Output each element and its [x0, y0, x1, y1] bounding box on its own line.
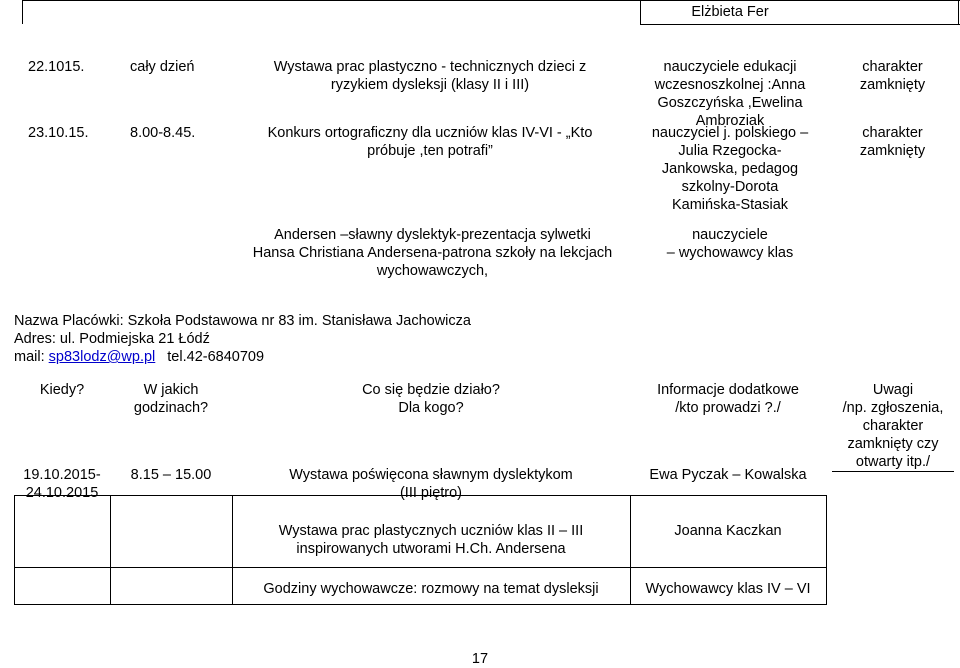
email-link[interactable]: sp83lodz@wp.pl: [48, 349, 156, 365]
school-address: Adres: ul. Podmiejska 21 Łódź: [14, 331, 210, 347]
header-when: Kiedy?: [39, 382, 85, 398]
teacher-name: Elżbieta Fer: [691, 4, 769, 20]
school-name: Nazwa Placówki: Szkoła Podstawowa nr 83 im. Stanisława Jachowicza: [14, 313, 471, 329]
top-table-vline-left: [22, 0, 23, 24]
header-notes: Uwagi /np. zgłoszenia, charakter zamknięty czy otwarty itp./: [842, 382, 944, 470]
top-table-border-under-name: [640, 24, 960, 25]
notes-header-underline: [832, 471, 954, 472]
row3-who: nauczyciele – wychowawcy klas: [666, 227, 794, 261]
row2-who: nauczyciel j. polskiego – Julia Rzegocka- Jankowska, pedagog szkolny-Dorota Kamińska-Stasiak: [651, 125, 809, 213]
school-contact: mail: sp83lodz@wp.pl tel.42-6840709: [14, 349, 265, 365]
bottom-table-vline-d: [826, 495, 827, 605]
brow3-event: Godziny wychowawcze: rozmowy na temat dysleksji: [263, 581, 599, 597]
row1-time: cały dzień: [130, 59, 195, 75]
row1-date: 22.1015.: [28, 59, 85, 75]
bottom-table-hline-3: [14, 604, 827, 605]
brow2-event: Wystawa prac plastycznych uczniów klas II – III inspirowanych utworami H.Ch. Andersena: [278, 523, 584, 557]
bottom-table-vline-a: [110, 495, 111, 605]
brow1-time: 8.15 – 15.00: [130, 467, 212, 483]
brow2-who: Joanna Kaczkan: [674, 523, 782, 539]
row3-event: Andersen –sławny dyslektyk-prezentacja sylwetki Hansa Christiana Andersena-patrona szkoły na lekcjach wychowawczych,: [252, 227, 613, 279]
header-what: Co się będzie działo? Dla kogo?: [362, 382, 500, 416]
top-table-vline-right: [958, 0, 959, 24]
row2-event: Konkurs ortograficzny dla uczniów klas IV-VI - „Kto próbuje ,ten potrafi”: [267, 125, 593, 159]
bottom-table-vline-left: [14, 495, 15, 605]
brow3-who: Wychowawcy klas IV – VI: [645, 581, 811, 597]
header-info: Informacje dodatkowe /kto prowadzi ?./: [657, 382, 799, 416]
bottom-table-hline-2: [14, 567, 827, 568]
row1-who: nauczyciele edukacji wczesnoszkolnej :Anna Goszczyńska ,Ewelina Ambroziak: [654, 59, 806, 129]
school-info: [14, 312, 471, 366]
brow1-date: 19.10.2015- 24.10.2015: [23, 467, 101, 501]
brow1-event: Wystawa poświęcona sławnym dyslektykom (III piętro): [289, 467, 573, 501]
row2-date: 23.10.15.: [28, 125, 89, 141]
row1-event: Wystawa prac plastyczno - technicznych dzieci z ryzykiem dysleksji (klasy II i III): [273, 59, 587, 93]
row2-status: charakter zamknięty: [859, 125, 926, 159]
top-table-border-top: [22, 0, 960, 1]
page-number: 17: [471, 651, 489, 667]
row1-status: charakter zamknięty: [859, 59, 926, 93]
header-hours: W jakich godzinach?: [133, 382, 209, 416]
brow1-who: Ewa Pyczak – Kowalska: [649, 467, 807, 483]
school-phone: tel.42-6840709: [167, 349, 265, 365]
row2-time: 8.00-8.45.: [130, 125, 196, 141]
